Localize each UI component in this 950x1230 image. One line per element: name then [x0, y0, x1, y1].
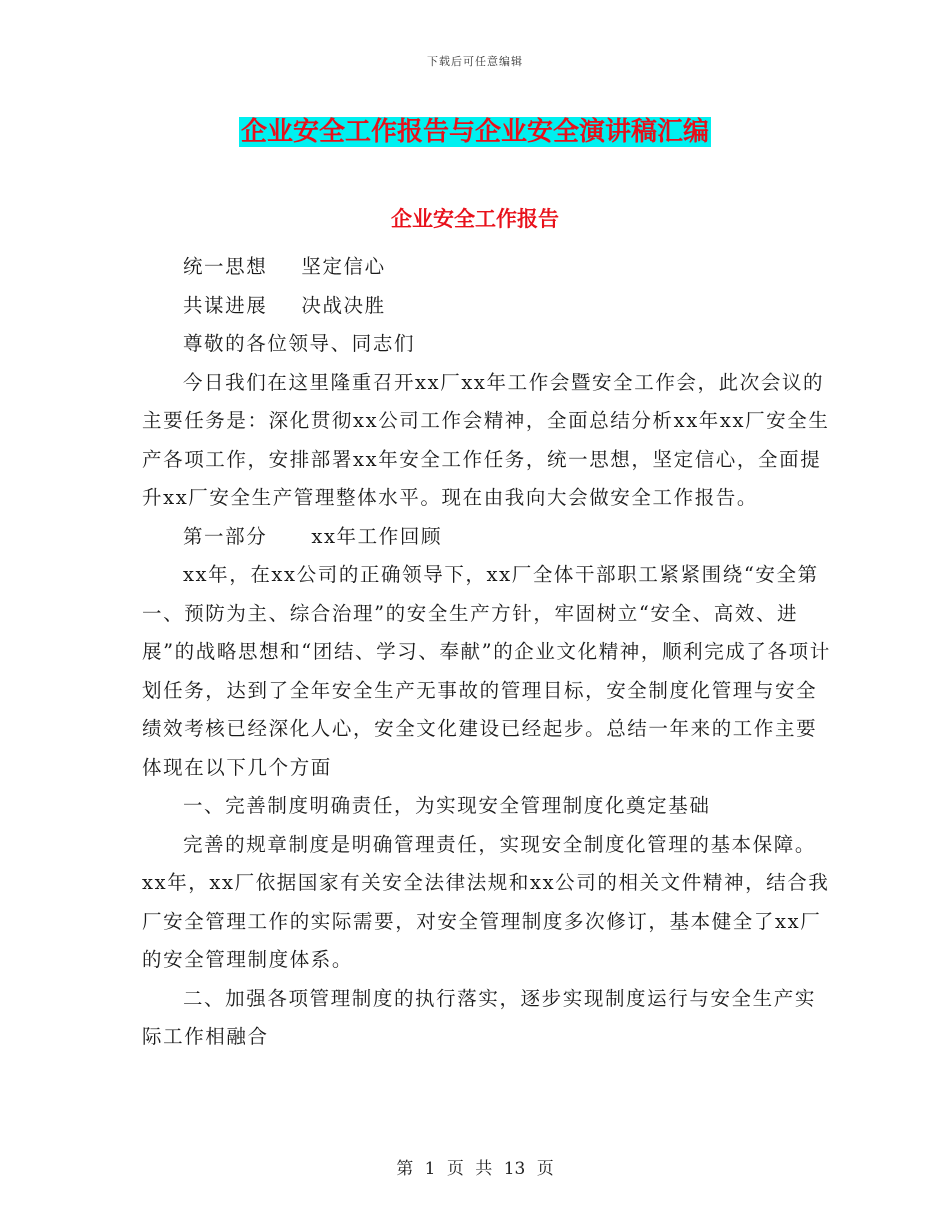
greeting: 尊敬的各位领导、同志们 — [182, 332, 416, 355]
part-one-heading — [142, 518, 832, 557]
paragraph-regulations: 完善的规章制度是明确管理责任，实现安全制度化管理的基本保障。xx年，xx厂依据国家有关安全法律法规和xx公司的相关文件精神，结合我厂安全管理工作的实际需要，对安全管理制度多次修订，基本健全了xx厂的安全管理制度体系。 — [142, 832, 830, 971]
slogan-1-part-a: 统一思想 — [182, 255, 268, 278]
slogan-2-part-a: 共谋进展 — [182, 293, 268, 317]
document-body — [142, 248, 832, 1057]
slogan-1-part-b: 坚定信心 — [301, 255, 386, 278]
slogan-line-1 — [142, 248, 832, 287]
subheading-one: 一、完善制度明确责任，为实现安全管理制度化奠定基础 — [182, 794, 711, 817]
slogan-2-part-b: 决战决胜 — [301, 293, 386, 317]
part-one-label: 第一部分 — [182, 524, 268, 548]
page-footer: 第 1 页 共 13 页 — [396, 1159, 554, 1179]
part-one-title: xx年工作回顾 — [311, 524, 443, 548]
slogan-line-2 — [142, 287, 832, 326]
header-note: 下载后可任意编辑 — [427, 55, 523, 68]
paragraph-review: xx年，在xx公司的正确领导下，xx厂全体干部职工紧紧围绕“安全第一、预防为主、综合治理”的安全生产方针，牢固树立“安全、高效、进展”的战略思想和“团结、学习、奉献”的企业文化精神，顺利完成了各项计划任务，达到了全年安全生产无事故的管理目标，安全制度化管理与安全绩效考核已经深化人心，安全文化建设已经起步。总结一年来的工作主要体现在以下几个方面 — [142, 563, 831, 779]
main-title — [0, 111, 950, 148]
paragraph-intro: 今日我们在这里隆重召开xx厂xx年工作会暨安全工作会，此次会议的主要任务是：深化贯彻xx公司工作会精神，全面总结分析xx年xx厂安全生产各项工作，安排部署xx年安全工作任务，统一思想，坚定信心，全面提升xx厂安全生产管理整体水平。现在由我向大会做安全工作报告。 — [142, 370, 830, 509]
section-title: 企业安全工作报告 — [391, 207, 559, 231]
main-title-text: 企业安全工作报告与企业安全演讲稿汇编 — [240, 117, 709, 147]
subheading-two: 二、加强各项管理制度的执行落实，逐步实现制度运行与安全生产实际工作相融合 — [142, 986, 816, 1048]
